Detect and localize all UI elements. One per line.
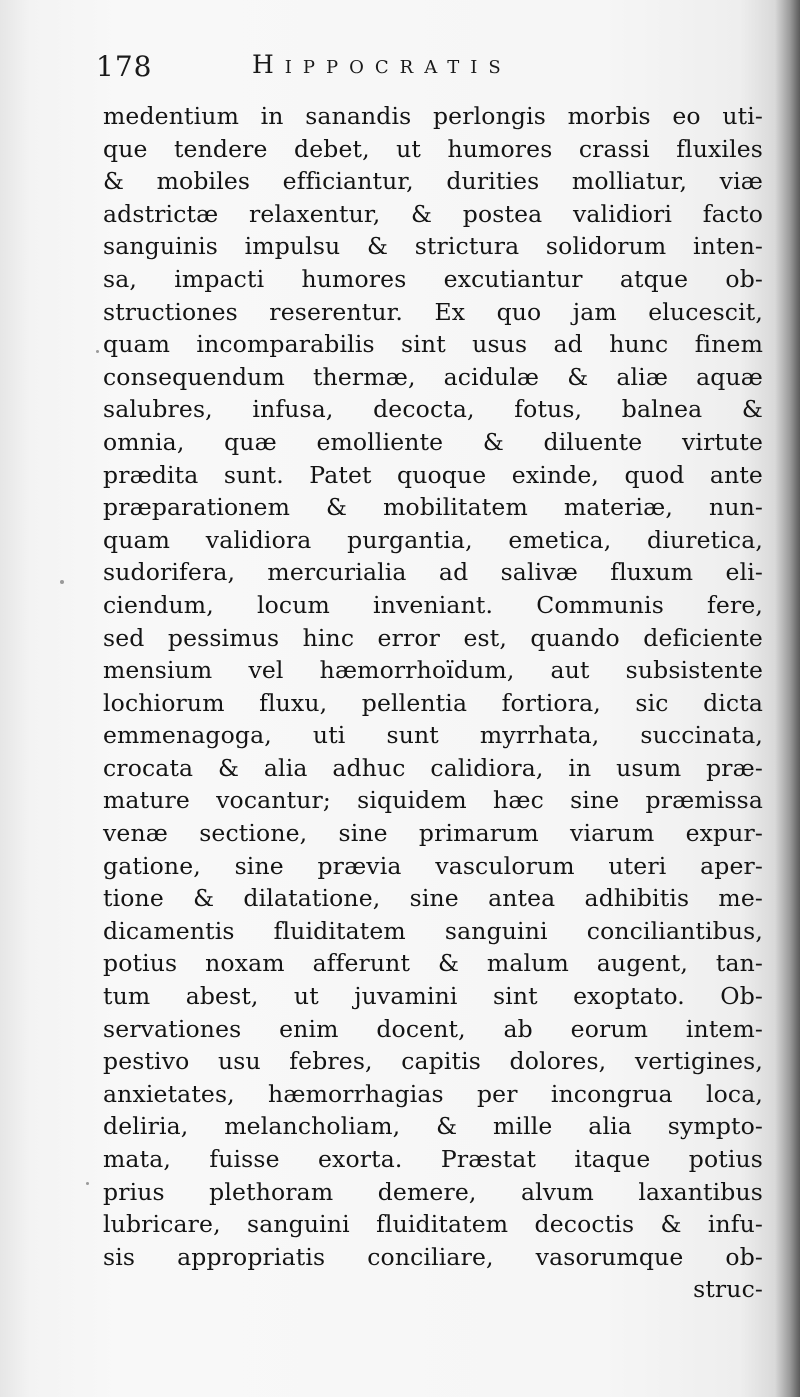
text-line: ciendum, locum inveniant. Communis fere, bbox=[103, 590, 763, 619]
text-line: venæ sectione, sine primarum viarum expur- bbox=[103, 819, 763, 848]
text-line: que tendere debet, ut humores crassi fluxiles bbox=[103, 134, 763, 163]
text-line: servationes enim docent, ab eorum intem- bbox=[103, 1014, 763, 1043]
text-line: tum abest, ut juvamini sint exoptato. Ob- bbox=[103, 982, 763, 1011]
text-line: potius noxam afferunt & malum augent, tan- bbox=[103, 949, 763, 978]
text-line: sanguinis impulsu & strictura solidorum inten- bbox=[103, 232, 763, 261]
text-line: quam validiora purgantia, emetica, diuretica, bbox=[103, 525, 763, 554]
text-line: prius plethoram demere, alvum laxantibus bbox=[103, 1177, 763, 1206]
text-line: mata, fuisse exorta. Præstat itaque potius bbox=[103, 1145, 763, 1173]
text-line: deliria, melancholiam, & mille alia sympto- bbox=[103, 1112, 763, 1141]
text-line: omnia, quæ emolliente & diluente virtute bbox=[103, 427, 763, 456]
running-head bbox=[96, 46, 616, 86]
text-line: medentium in sanandis perlongis morbis eo uti- bbox=[103, 102, 763, 130]
text-line: adstrictæ relaxentur, & postea validiori facto bbox=[103, 199, 763, 228]
text-line: sudorifera, mercurialia ad salivæ fluxum eli- bbox=[103, 558, 763, 587]
text-line: crocata & alia adhuc calidiora, in usum præ- bbox=[103, 753, 763, 782]
paper-speck bbox=[60, 580, 64, 584]
text-line: tione & dilatatione, sine antea adhibitis me- bbox=[103, 884, 763, 913]
text-line: quam incomparabilis sint usus ad hunc finem bbox=[103, 330, 763, 359]
catchword: struc- bbox=[693, 1275, 763, 1304]
text-line: pestivo usu febres, capitis dolores, vertigines, bbox=[103, 1047, 763, 1076]
text-line: lubricare, sanguini fluiditatem decoctis & infu- bbox=[103, 1210, 763, 1239]
body-text bbox=[103, 100, 763, 1306]
text-line: sa, impacti humores excutiantur atque ob- bbox=[103, 264, 763, 293]
text-line: emmenagoga, uti sunt myrrhata, succinata, bbox=[103, 721, 763, 750]
text-line: dicamentis fluiditatem sanguini conciliantibus, bbox=[103, 916, 763, 945]
text-line: gatione, sine prævia vasculorum uteri aper- bbox=[103, 851, 763, 880]
paper-speck bbox=[96, 350, 99, 353]
paper-speck bbox=[86, 1182, 89, 1185]
text-line: mature vocantur; siquidem hæc sine præmissa bbox=[103, 786, 763, 815]
running-title: Hippocratis bbox=[252, 50, 512, 79]
text-line: consequendum thermæ, acidulæ & aliæ aquæ bbox=[103, 362, 763, 391]
text-line: mensium vel hæmorrhoïdum, aut subsistente bbox=[103, 656, 763, 685]
text-line: anxietates, hæmorrhagias per incongrua loca, bbox=[103, 1079, 763, 1108]
text-line: sed pessimus hinc error est, quando deficiente bbox=[103, 623, 763, 652]
text-line: salubres, infusa, decocta, fotus, balnea & bbox=[103, 395, 763, 424]
page-number: 178 bbox=[96, 50, 153, 83]
text-line: lochiorum fluxu, pellentia fortiora, sic dicta bbox=[103, 688, 763, 717]
text-line: præparationem & mobilitatem materiæ, nun- bbox=[103, 493, 763, 522]
text-line: & mobiles efficiantur, durities molliatur, viæ bbox=[103, 167, 763, 196]
text-line: prædita sunt. Patet quoque exinde, quod ante bbox=[103, 460, 763, 489]
text-line: structiones reserentur. Ex quo jam elucescit, bbox=[103, 297, 763, 326]
text-line: sis appropriatis conciliare, vasorumque ob- bbox=[103, 1242, 763, 1271]
